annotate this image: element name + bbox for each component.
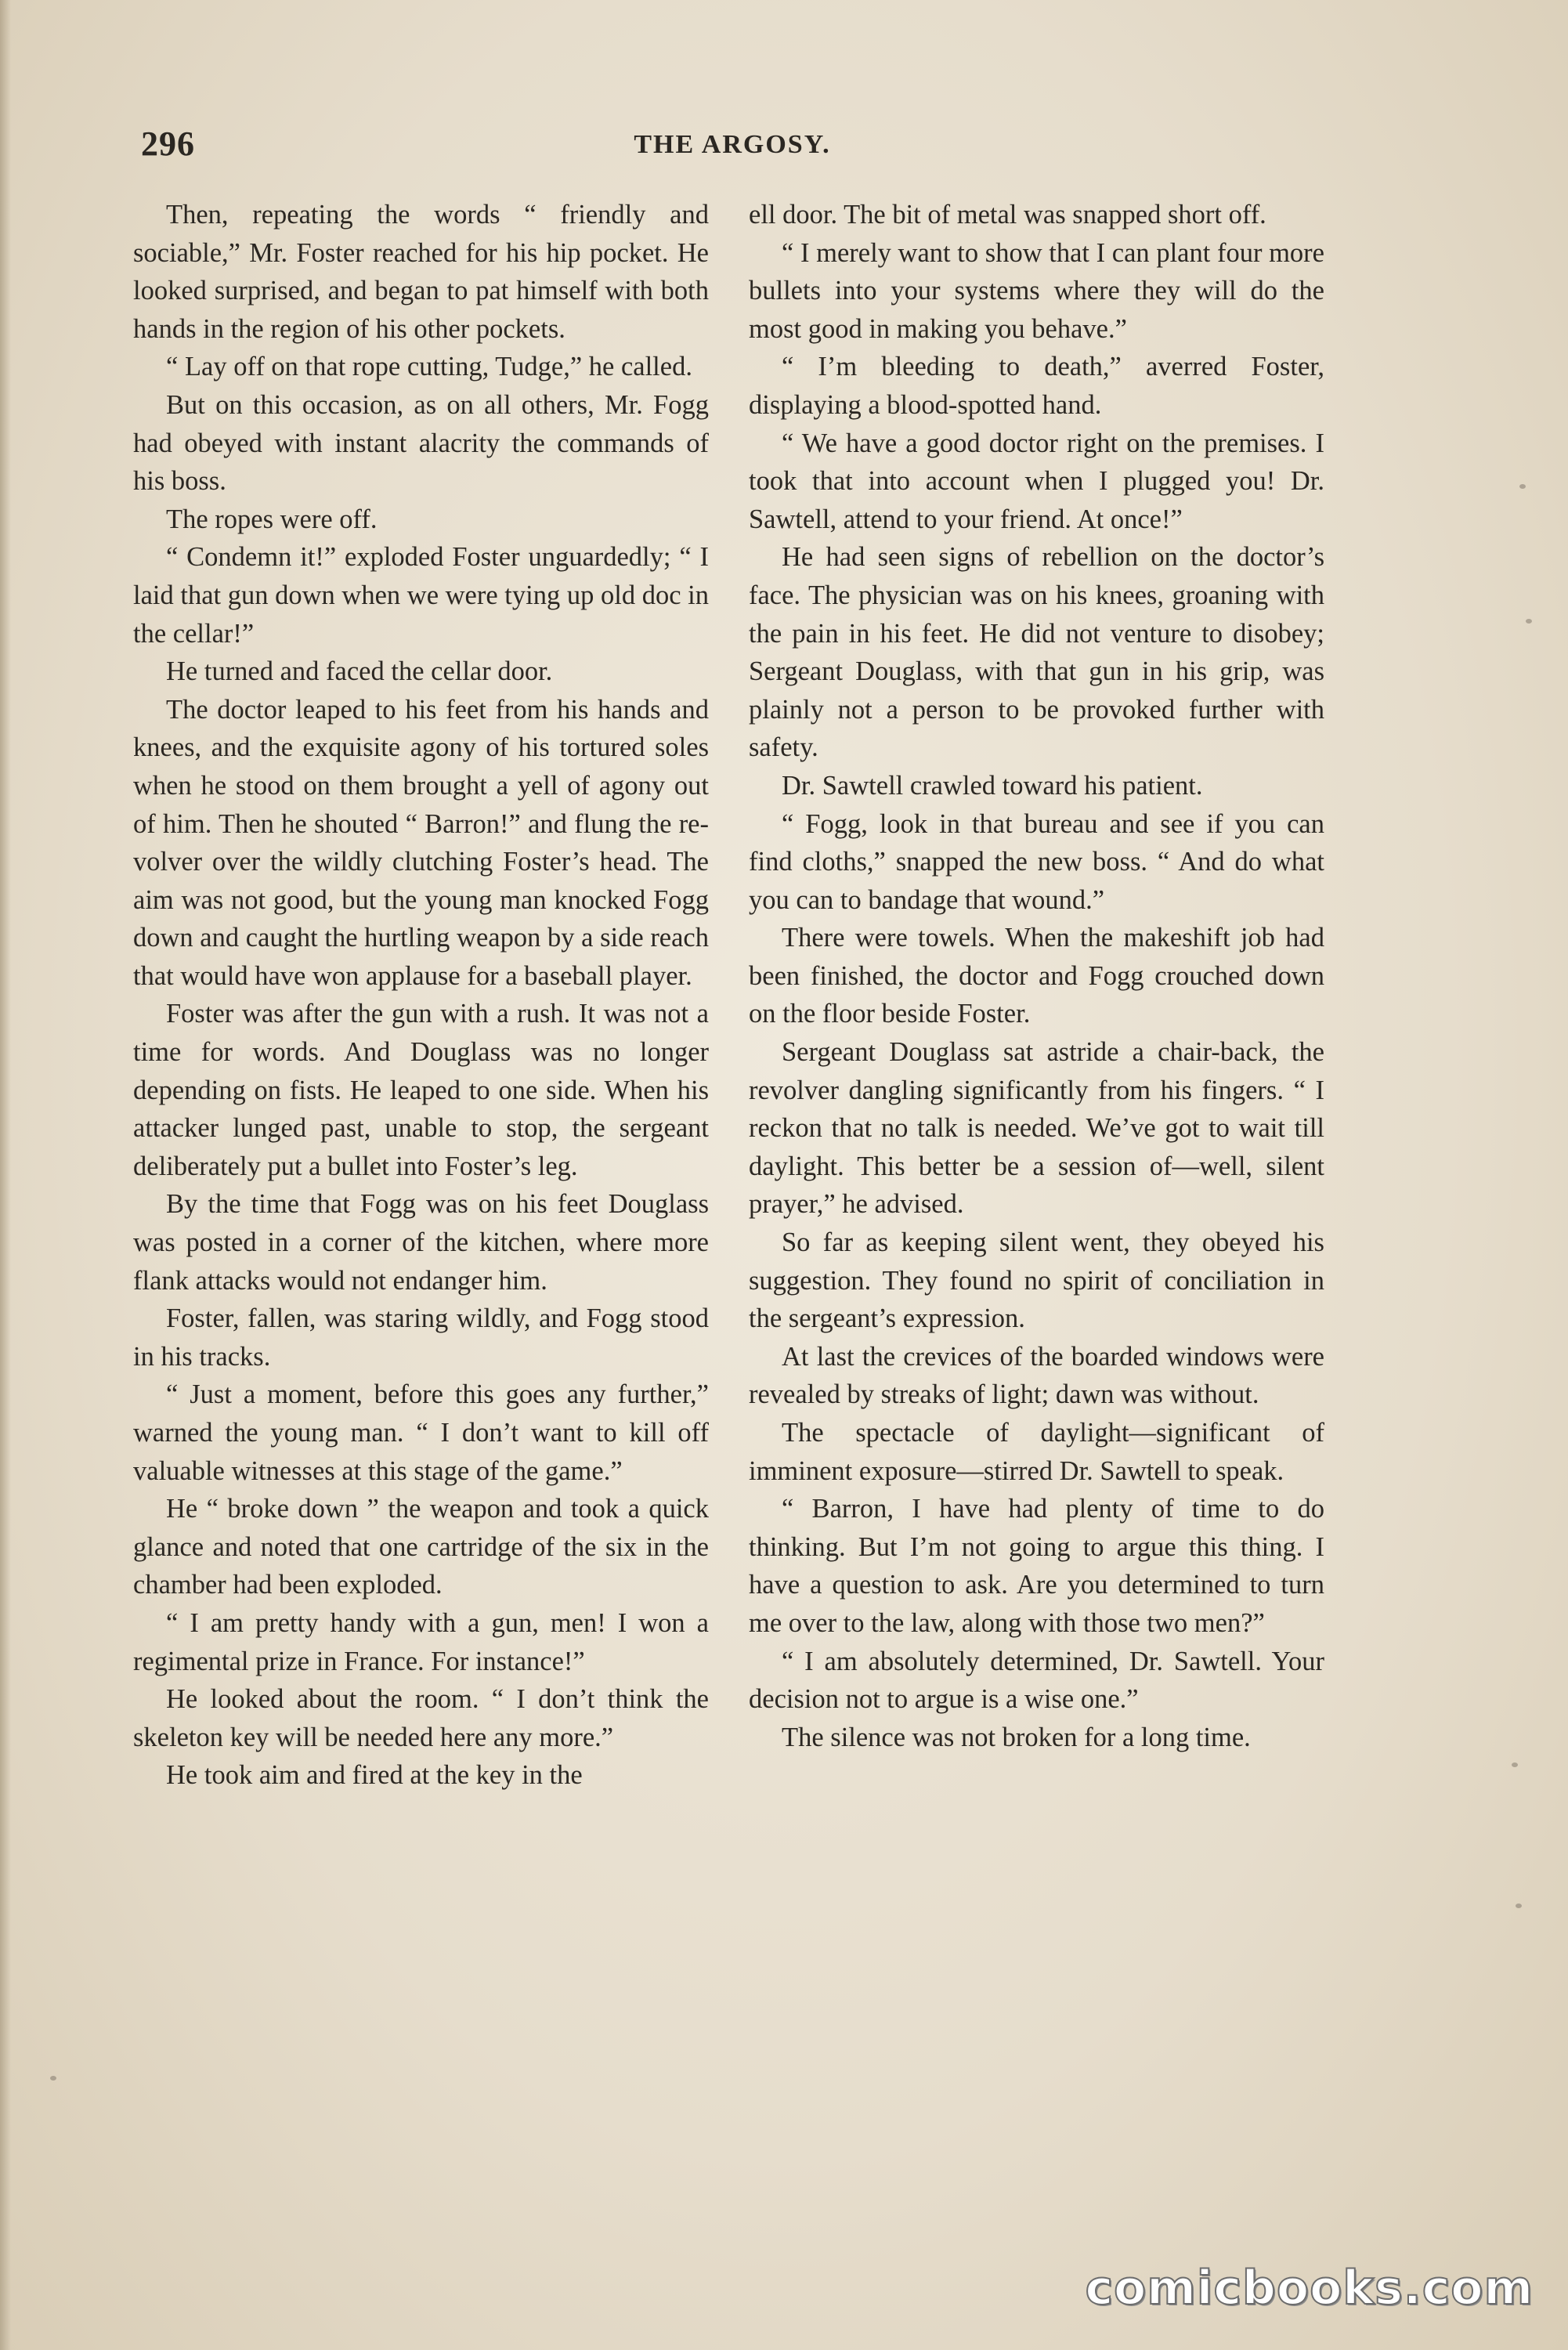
paragraph: “ Condemn it!” exploded Foster unguardedly; “ I laid that gun down when we were tying up old doc in the cellar!” xyxy=(133,542,709,649)
paragraph: There were towels. When the makeshift job had been finished, the doctor and Fogg crouched down on the floor beside Foster. xyxy=(749,923,1324,1029)
paragraph: The doctor leaped to his feet from his hands and knees, and the exquisite agony of his tortured soles when he stood on them brought a yell of agony out of him. Then he shouted “ Barron!” and flung the revolver over the wildly clutching Foster’s head. The aim was not good, but the young man knocked Fogg down and caught the hurtling weapon by a side reach that would have won applause for a baseball player. xyxy=(133,694,709,991)
paragraph: The silence was not broken for a long time. xyxy=(782,1722,1251,1752)
right-column xyxy=(749,196,1324,1756)
paragraph: Sergeant Douglass sat astride a chair-back, the revolver dangling significantly from his fingers. “ I reckon that no talk is needed. We’ve got to wait till daylight. This better be a session of—well, silent prayer,” he advised. xyxy=(749,1037,1324,1220)
paragraph: “ Fogg, look in that bureau and see if you can find cloths,” snapped the new boss. “ And do what you can to bandage that wound.” xyxy=(749,808,1324,915)
paragraph: “ I merely want to show that I can plant four more bullets into your systems where they will do the most good in making you behave.” xyxy=(749,237,1324,344)
paragraph: He “ broke down ” the weapon and took a quick glance and noted that one cartridge of the six in the chamber had been exploded. xyxy=(133,1494,709,1600)
paper-speck xyxy=(1519,484,1526,489)
paragraph: “ I am absolutely determined, Dr. Sawtell. Your decision not to argue is a wise one.” xyxy=(749,1646,1324,1715)
paragraph: He turned and faced the cellar door. xyxy=(166,656,553,687)
paragraph: “ I’m bleeding to death,” averred Foster, displaying a blood-spotted hand. xyxy=(749,352,1324,420)
paragraph: Dr. Sawtell crawled toward his patient. xyxy=(782,770,1203,801)
paper-speck xyxy=(50,2076,56,2081)
paragraph: Then, repeating the words “ friendly and sociable,” Mr. Foster reached for his hip pocket. He looked surprised, and began to pat himself with both hands in the region of his other pockets. xyxy=(133,200,709,344)
paper-speck xyxy=(1526,619,1532,624)
paragraph: “ Lay off on that rope cutting, Tudge,” he called. xyxy=(166,352,692,382)
paragraph: Foster, fallen, was staring wildly, and Fogg stood in his tracks. xyxy=(133,1303,709,1372)
paragraph: He took aim and fired at the key in the xyxy=(166,1760,583,1791)
paragraph-continued: ell door. The bit of metal was snapped short off. xyxy=(749,200,1266,230)
paragraph: He looked about the room. “ I don’t think the skeleton key will be needed here any more.” xyxy=(133,1684,709,1752)
paragraph: “ I am pretty handy with a gun, men! I won a regimental prize in France. For instance!” xyxy=(133,1607,709,1676)
paragraph: But on this occasion, as on all others, Mr. Fogg had obeyed with instant alacrity the commands of his boss. xyxy=(133,389,709,497)
watermark-logo: comicbooks.com xyxy=(1085,2261,1534,2316)
paragraph: So far as keeping silent went, they obeyed his suggestion. They found no spirit of conciliation in the sergeant’s expression. xyxy=(749,1227,1324,1334)
paragraph: “ Just a moment, before this goes any further,” warned the young man. “ I don’t want to kill off valuable witnesses at this stage of the game.” xyxy=(133,1379,709,1486)
left-column xyxy=(133,196,709,1795)
page-header xyxy=(141,124,1324,171)
paragraph: At last the crevices of the boarded windows were revealed by streaks of light; dawn was without. xyxy=(749,1341,1324,1410)
paper-speck xyxy=(1516,1904,1522,1908)
paragraph: He had seen signs of rebellion on the doctor’s face. The physician was on his knees, groaning with the pain in his feet. He did not venture to disobey; Sergeant Douglass, with that gun in his grip, was plainly not a person to be provoked further with safety. xyxy=(749,542,1324,763)
paragraph: The spectacle of daylight—significant of imminent exposure—stirred Dr. Sawtell to speak. xyxy=(749,1418,1324,1486)
paper-speck xyxy=(1512,1762,1518,1767)
paragraph: “ Barron, I have had plenty of time to do thinking. But I’m not going to argue this thing. I have a question to ask. Are you determined to turn me over to the law, along with those two men?” xyxy=(749,1494,1324,1638)
running-head: THE ARGOSY. xyxy=(634,130,831,159)
paragraph: “ We have a good doctor right on the premises. I took that into account when I plugged you! Dr. Sawtell, attend to your friend. At once!” xyxy=(749,428,1324,534)
page-number: 296 xyxy=(141,125,195,163)
paragraph: The ropes were off. xyxy=(166,504,378,534)
paragraph: Foster was after the gun with a rush. It was not a time for words. And Douglass was no longer depending on fists. He leaped to one side. When his attacker lunged past, unable to stop, the sergeant deliberately put a bullet into Foster’s leg. xyxy=(133,999,709,1181)
paragraph: By the time that Fogg was on his feet Douglass was posted in a corner of the kitchen, where more flank attacks would not endanger him. xyxy=(133,1189,709,1296)
page-spine-shadow xyxy=(0,0,11,2350)
